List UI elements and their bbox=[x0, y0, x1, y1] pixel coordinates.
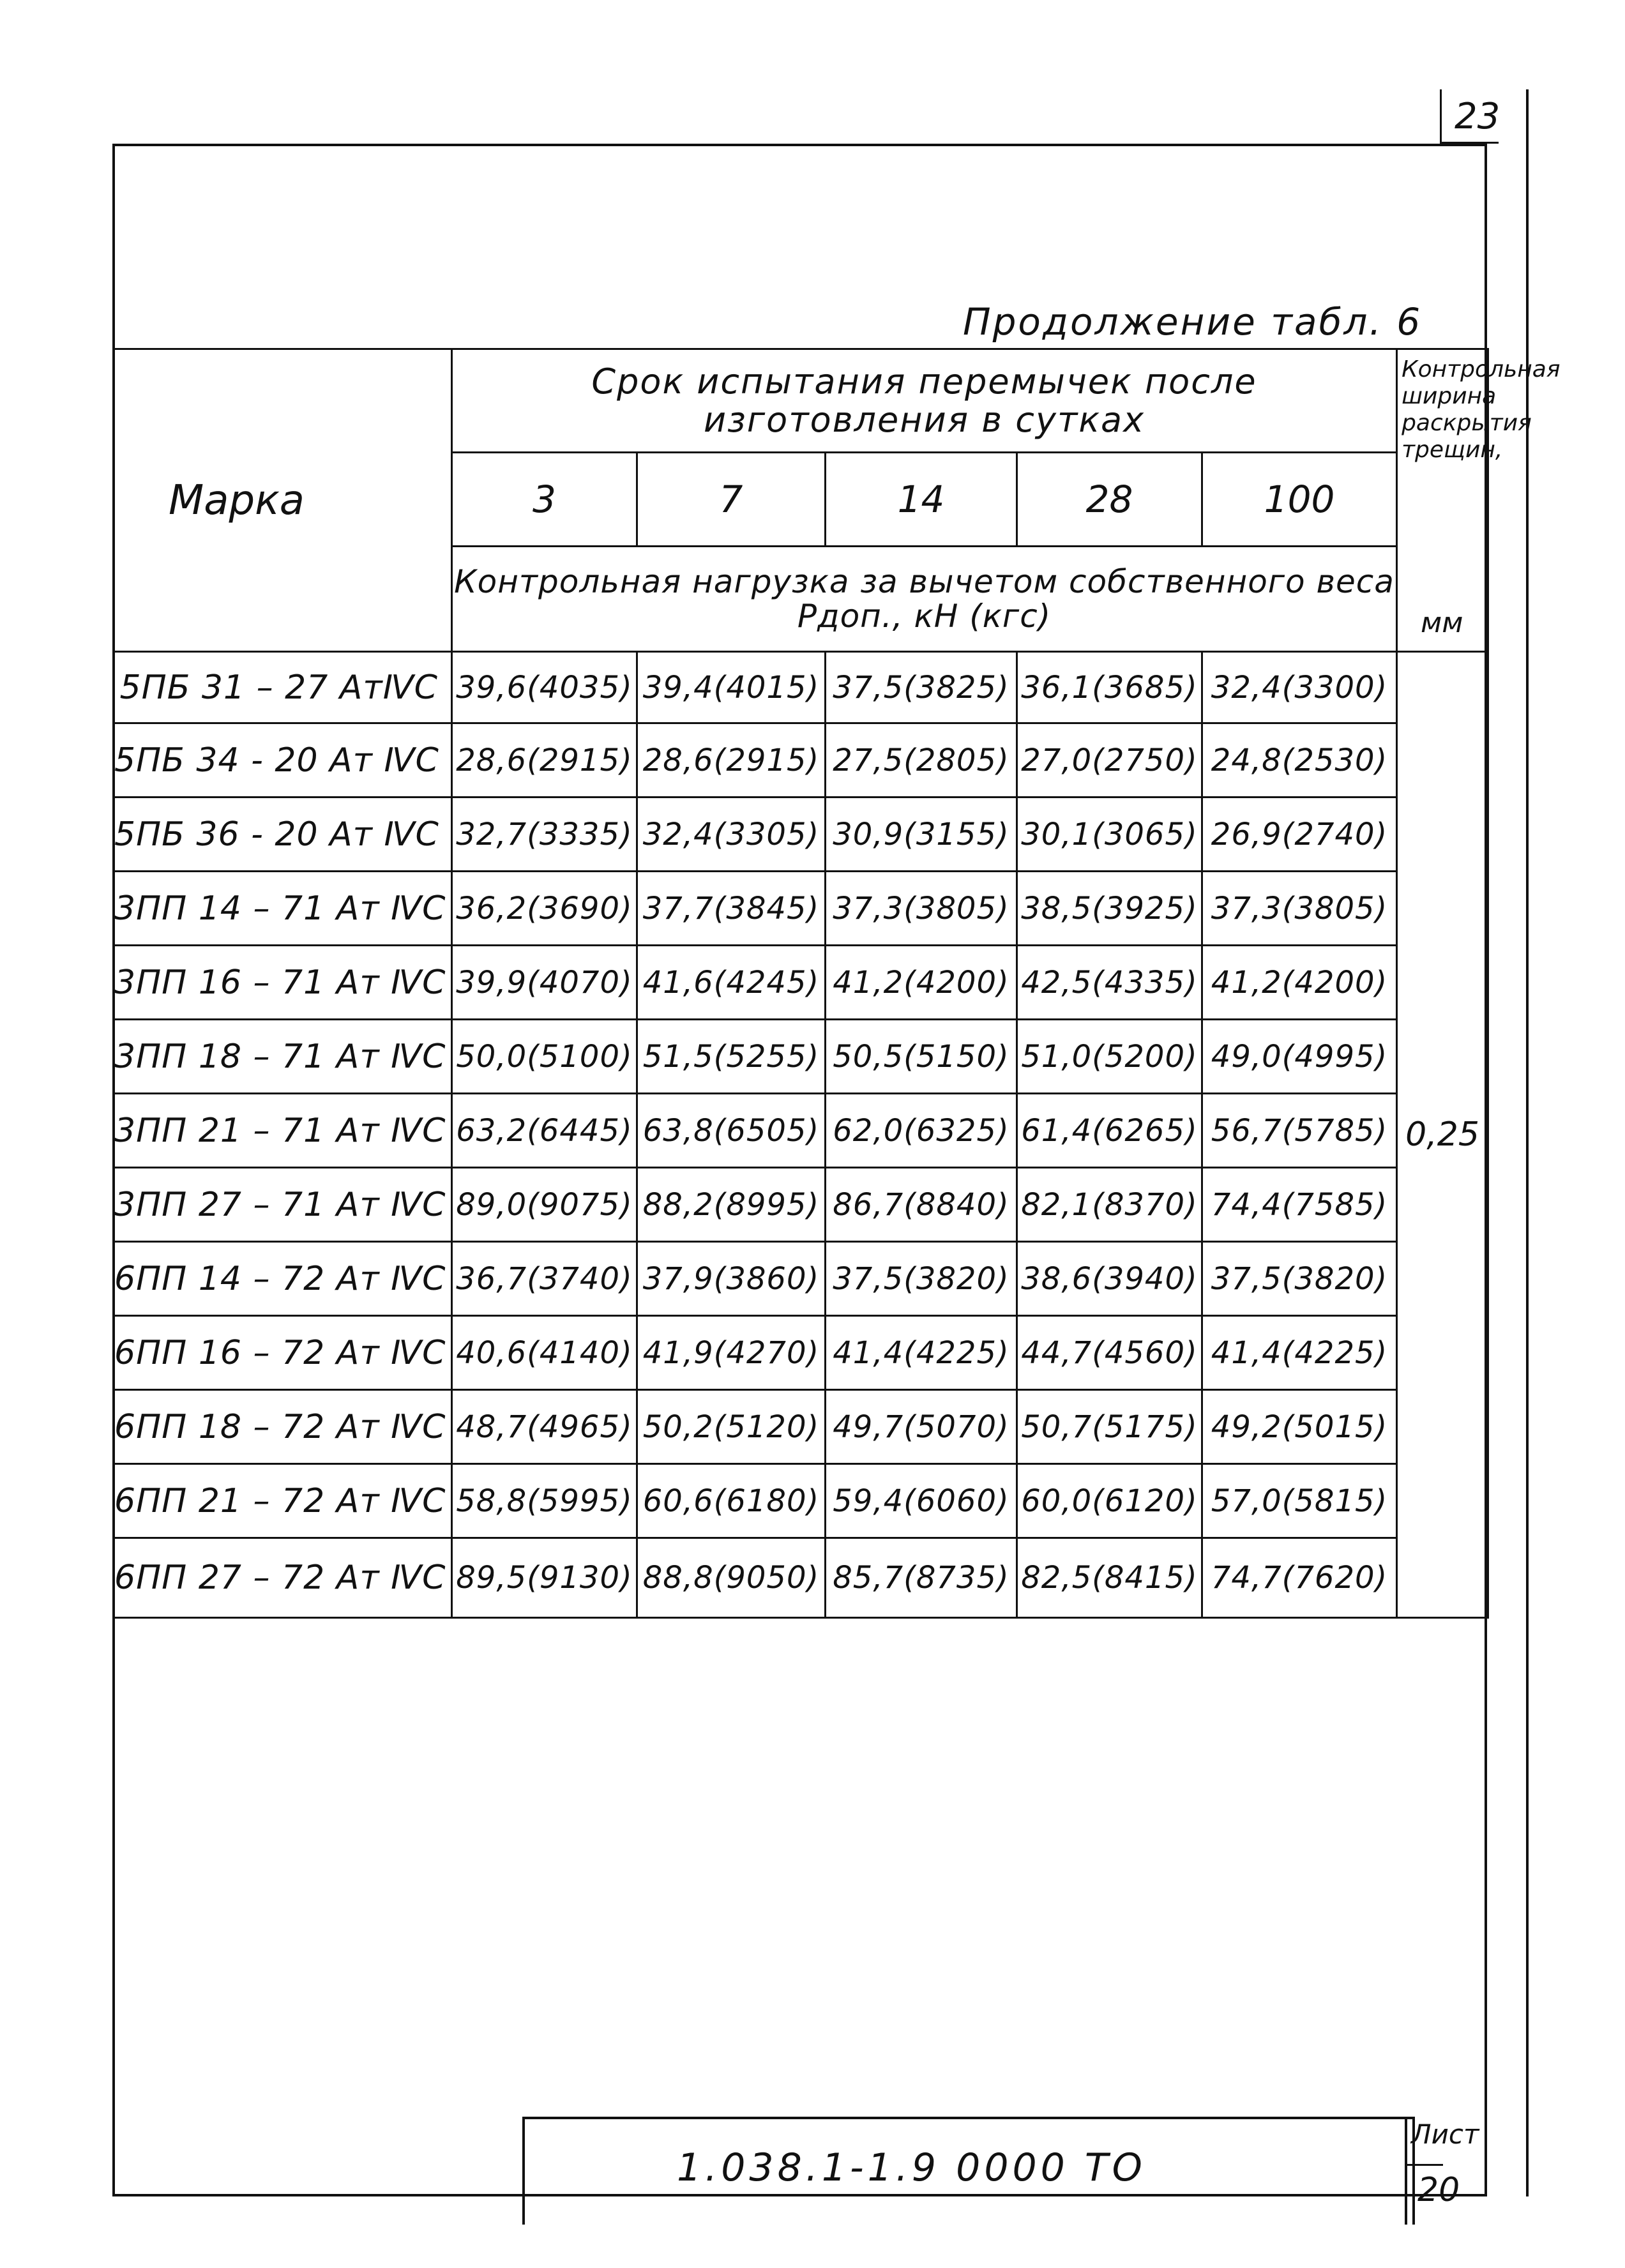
mark-cell: 6ПП 27 – 72 Ат ⅣС bbox=[114, 1538, 452, 1618]
mark-cell: 6ПП 21 – 72 Ат ⅣС bbox=[114, 1464, 452, 1538]
value-cell: 49,2(5015) bbox=[1202, 1390, 1397, 1464]
table-row bbox=[114, 798, 1488, 872]
mark-cell: 5ПБ 34 - 20 Ат ⅣС bbox=[114, 723, 452, 798]
value-cell: 26,9(2740) bbox=[1202, 798, 1397, 872]
value-cell: 41,9(4270) bbox=[637, 1316, 826, 1390]
value-cell: 36,2(3690) bbox=[452, 872, 637, 946]
table-row bbox=[114, 1464, 1488, 1538]
value-cell: 28,6(2915) bbox=[452, 723, 637, 798]
mark-cell: 3ПП 27 – 71 Ат ⅣС bbox=[114, 1168, 452, 1242]
value-cell: 36,1(3685) bbox=[1017, 652, 1202, 723]
value-cell: 63,8(6505) bbox=[637, 1094, 826, 1168]
value-cell: 41,4(4225) bbox=[1202, 1316, 1397, 1390]
value-cell: 30,9(3155) bbox=[826, 798, 1017, 872]
sheet-number: 20 bbox=[1417, 2171, 1460, 2209]
table-continuation-caption: Продолжение табл. 6 bbox=[963, 300, 1423, 344]
value-cell: 40,6(4140) bbox=[452, 1316, 637, 1390]
test-period-header: Срок испытания перемычек после изготовления в сутках bbox=[452, 349, 1397, 453]
value-cell: 51,5(5255) bbox=[637, 1020, 826, 1094]
value-cell: 59,4(6060) bbox=[826, 1464, 1017, 1538]
mark-column-header: Марка bbox=[114, 349, 452, 652]
crack-width-value: 0,25 bbox=[1397, 652, 1488, 1618]
value-cell: 63,2(6445) bbox=[452, 1094, 637, 1168]
value-cell: 27,0(2750) bbox=[1017, 723, 1202, 798]
value-cell: 37,7(3845) bbox=[637, 872, 826, 946]
table-row bbox=[114, 1094, 1488, 1168]
value-cell: 27,5(2805) bbox=[826, 723, 1017, 798]
value-cell: 56,7(5785) bbox=[1202, 1094, 1397, 1168]
value-cell: 38,5(3925) bbox=[1017, 872, 1202, 946]
value-cell: 37,3(3805) bbox=[1202, 872, 1397, 946]
mark-cell: 3ПП 16 – 71 Ат ⅣС bbox=[114, 946, 452, 1020]
value-cell: 39,6(4035) bbox=[452, 652, 637, 723]
value-cell: 32,7(3335) bbox=[452, 798, 637, 872]
mark-cell: 6ПП 18 – 72 Ат ⅣС bbox=[114, 1390, 452, 1464]
table-row bbox=[114, 1242, 1488, 1316]
table-row bbox=[114, 723, 1488, 798]
value-cell: 88,8(9050) bbox=[637, 1538, 826, 1618]
value-cell: 85,7(8735) bbox=[826, 1538, 1017, 1618]
mark-cell: 5ПБ 36 - 20 Ат ⅣС bbox=[114, 798, 452, 872]
value-cell: 30,1(3065) bbox=[1017, 798, 1202, 872]
value-cell: 60,6(6180) bbox=[637, 1464, 826, 1538]
crack-width-header-text: Контрольная ширина раскрытия трещин, bbox=[1402, 356, 1561, 463]
value-cell: 39,9(4070) bbox=[452, 946, 637, 1020]
value-cell: 82,5(8415) bbox=[1017, 1538, 1202, 1618]
mark-cell: 3ПП 18 – 71 Ат ⅣС bbox=[114, 1020, 452, 1094]
table-row bbox=[114, 1538, 1488, 1618]
value-cell: 61,4(6265) bbox=[1017, 1094, 1202, 1168]
load-test-table bbox=[112, 348, 1561, 1619]
day-header-7: 7 bbox=[637, 453, 826, 547]
table-row bbox=[114, 946, 1488, 1020]
frame-top-line bbox=[112, 144, 1487, 146]
value-cell: 39,4(4015) bbox=[637, 652, 826, 723]
value-cell: 37,5(3825) bbox=[826, 652, 1017, 723]
value-cell: 60,0(6120) bbox=[1017, 1464, 1202, 1538]
value-cell: 37,3(3805) bbox=[826, 872, 1017, 946]
mark-cell: 3ПП 14 – 71 Ат ⅣС bbox=[114, 872, 452, 946]
table-row bbox=[114, 652, 1488, 723]
value-cell: 74,7(7620) bbox=[1202, 1538, 1397, 1618]
page-edge-line bbox=[1526, 89, 1529, 2196]
value-cell: 32,4(3305) bbox=[637, 798, 826, 872]
value-cell: 24,8(2530) bbox=[1202, 723, 1397, 798]
mark-cell: 3ПП 21 – 71 Ат ⅣС bbox=[114, 1094, 452, 1168]
value-cell: 49,7(5070) bbox=[826, 1390, 1017, 1464]
value-cell: 50,5(5150) bbox=[826, 1020, 1017, 1094]
value-cell: 74,4(7585) bbox=[1202, 1168, 1397, 1242]
value-cell: 28,6(2915) bbox=[637, 723, 826, 798]
value-cell: 49,0(4995) bbox=[1202, 1020, 1397, 1094]
value-cell: 37,5(3820) bbox=[1202, 1242, 1397, 1316]
crack-width-unit: мм bbox=[1421, 607, 1463, 639]
value-cell: 32,4(3300) bbox=[1202, 652, 1397, 723]
value-cell: 86,7(8840) bbox=[826, 1168, 1017, 1242]
value-cell: 50,0(5100) bbox=[452, 1020, 637, 1094]
page-number: 23 bbox=[1455, 96, 1500, 137]
day-header-100: 100 bbox=[1202, 453, 1397, 547]
day-header-28: 28 bbox=[1017, 453, 1202, 547]
value-cell: 41,4(4225) bbox=[826, 1316, 1017, 1390]
table-row bbox=[114, 872, 1488, 946]
value-cell: 50,2(5120) bbox=[637, 1390, 826, 1464]
value-cell: 41,6(4245) bbox=[637, 946, 826, 1020]
value-cell: 42,5(4335) bbox=[1017, 946, 1202, 1020]
value-cell: 41,2(4200) bbox=[1202, 946, 1397, 1020]
value-cell: 44,7(4560) bbox=[1017, 1316, 1202, 1390]
value-cell: 89,0(9075) bbox=[452, 1168, 637, 1242]
mark-cell: 5ПБ 31 – 27 АтⅣС bbox=[114, 652, 452, 723]
value-cell: 37,9(3860) bbox=[637, 1242, 826, 1316]
value-cell: 50,7(5175) bbox=[1017, 1390, 1202, 1464]
value-cell: 58,8(5995) bbox=[452, 1464, 637, 1538]
value-cell: 41,2(4200) bbox=[826, 946, 1017, 1020]
value-cell: 37,5(3820) bbox=[826, 1242, 1017, 1316]
mark-cell: 6ПП 14 – 72 Ат ⅣС bbox=[114, 1242, 452, 1316]
value-cell: 36,7(3740) bbox=[452, 1242, 637, 1316]
mark-cell: 6ПП 16 – 72 Ат ⅣС bbox=[114, 1316, 452, 1390]
document-code: 1.038.1-1.9 0000 ТО bbox=[677, 2145, 1146, 2190]
value-cell: 88,2(8995) bbox=[637, 1168, 826, 1242]
value-cell: 89,5(9130) bbox=[452, 1538, 637, 1618]
sheet-label: Лист bbox=[1411, 2119, 1479, 2150]
value-cell: 38,6(3940) bbox=[1017, 1242, 1202, 1316]
table-row bbox=[114, 1020, 1488, 1094]
value-cell: 57,0(5815) bbox=[1202, 1464, 1397, 1538]
value-cell: 48,7(4965) bbox=[452, 1390, 637, 1464]
value-cell: 82,1(8370) bbox=[1017, 1168, 1202, 1242]
table-row bbox=[114, 1168, 1488, 1242]
day-header-3: 3 bbox=[452, 453, 637, 547]
day-header-14: 14 bbox=[826, 453, 1017, 547]
value-cell: 62,0(6325) bbox=[826, 1094, 1017, 1168]
value-cell: 51,0(5200) bbox=[1017, 1020, 1202, 1094]
control-load-header: Контрольная нагрузка за вычетом собственного веса Pдоп., кН (кгс) bbox=[452, 547, 1397, 652]
table-row bbox=[114, 1390, 1488, 1464]
table-row bbox=[114, 1316, 1488, 1390]
